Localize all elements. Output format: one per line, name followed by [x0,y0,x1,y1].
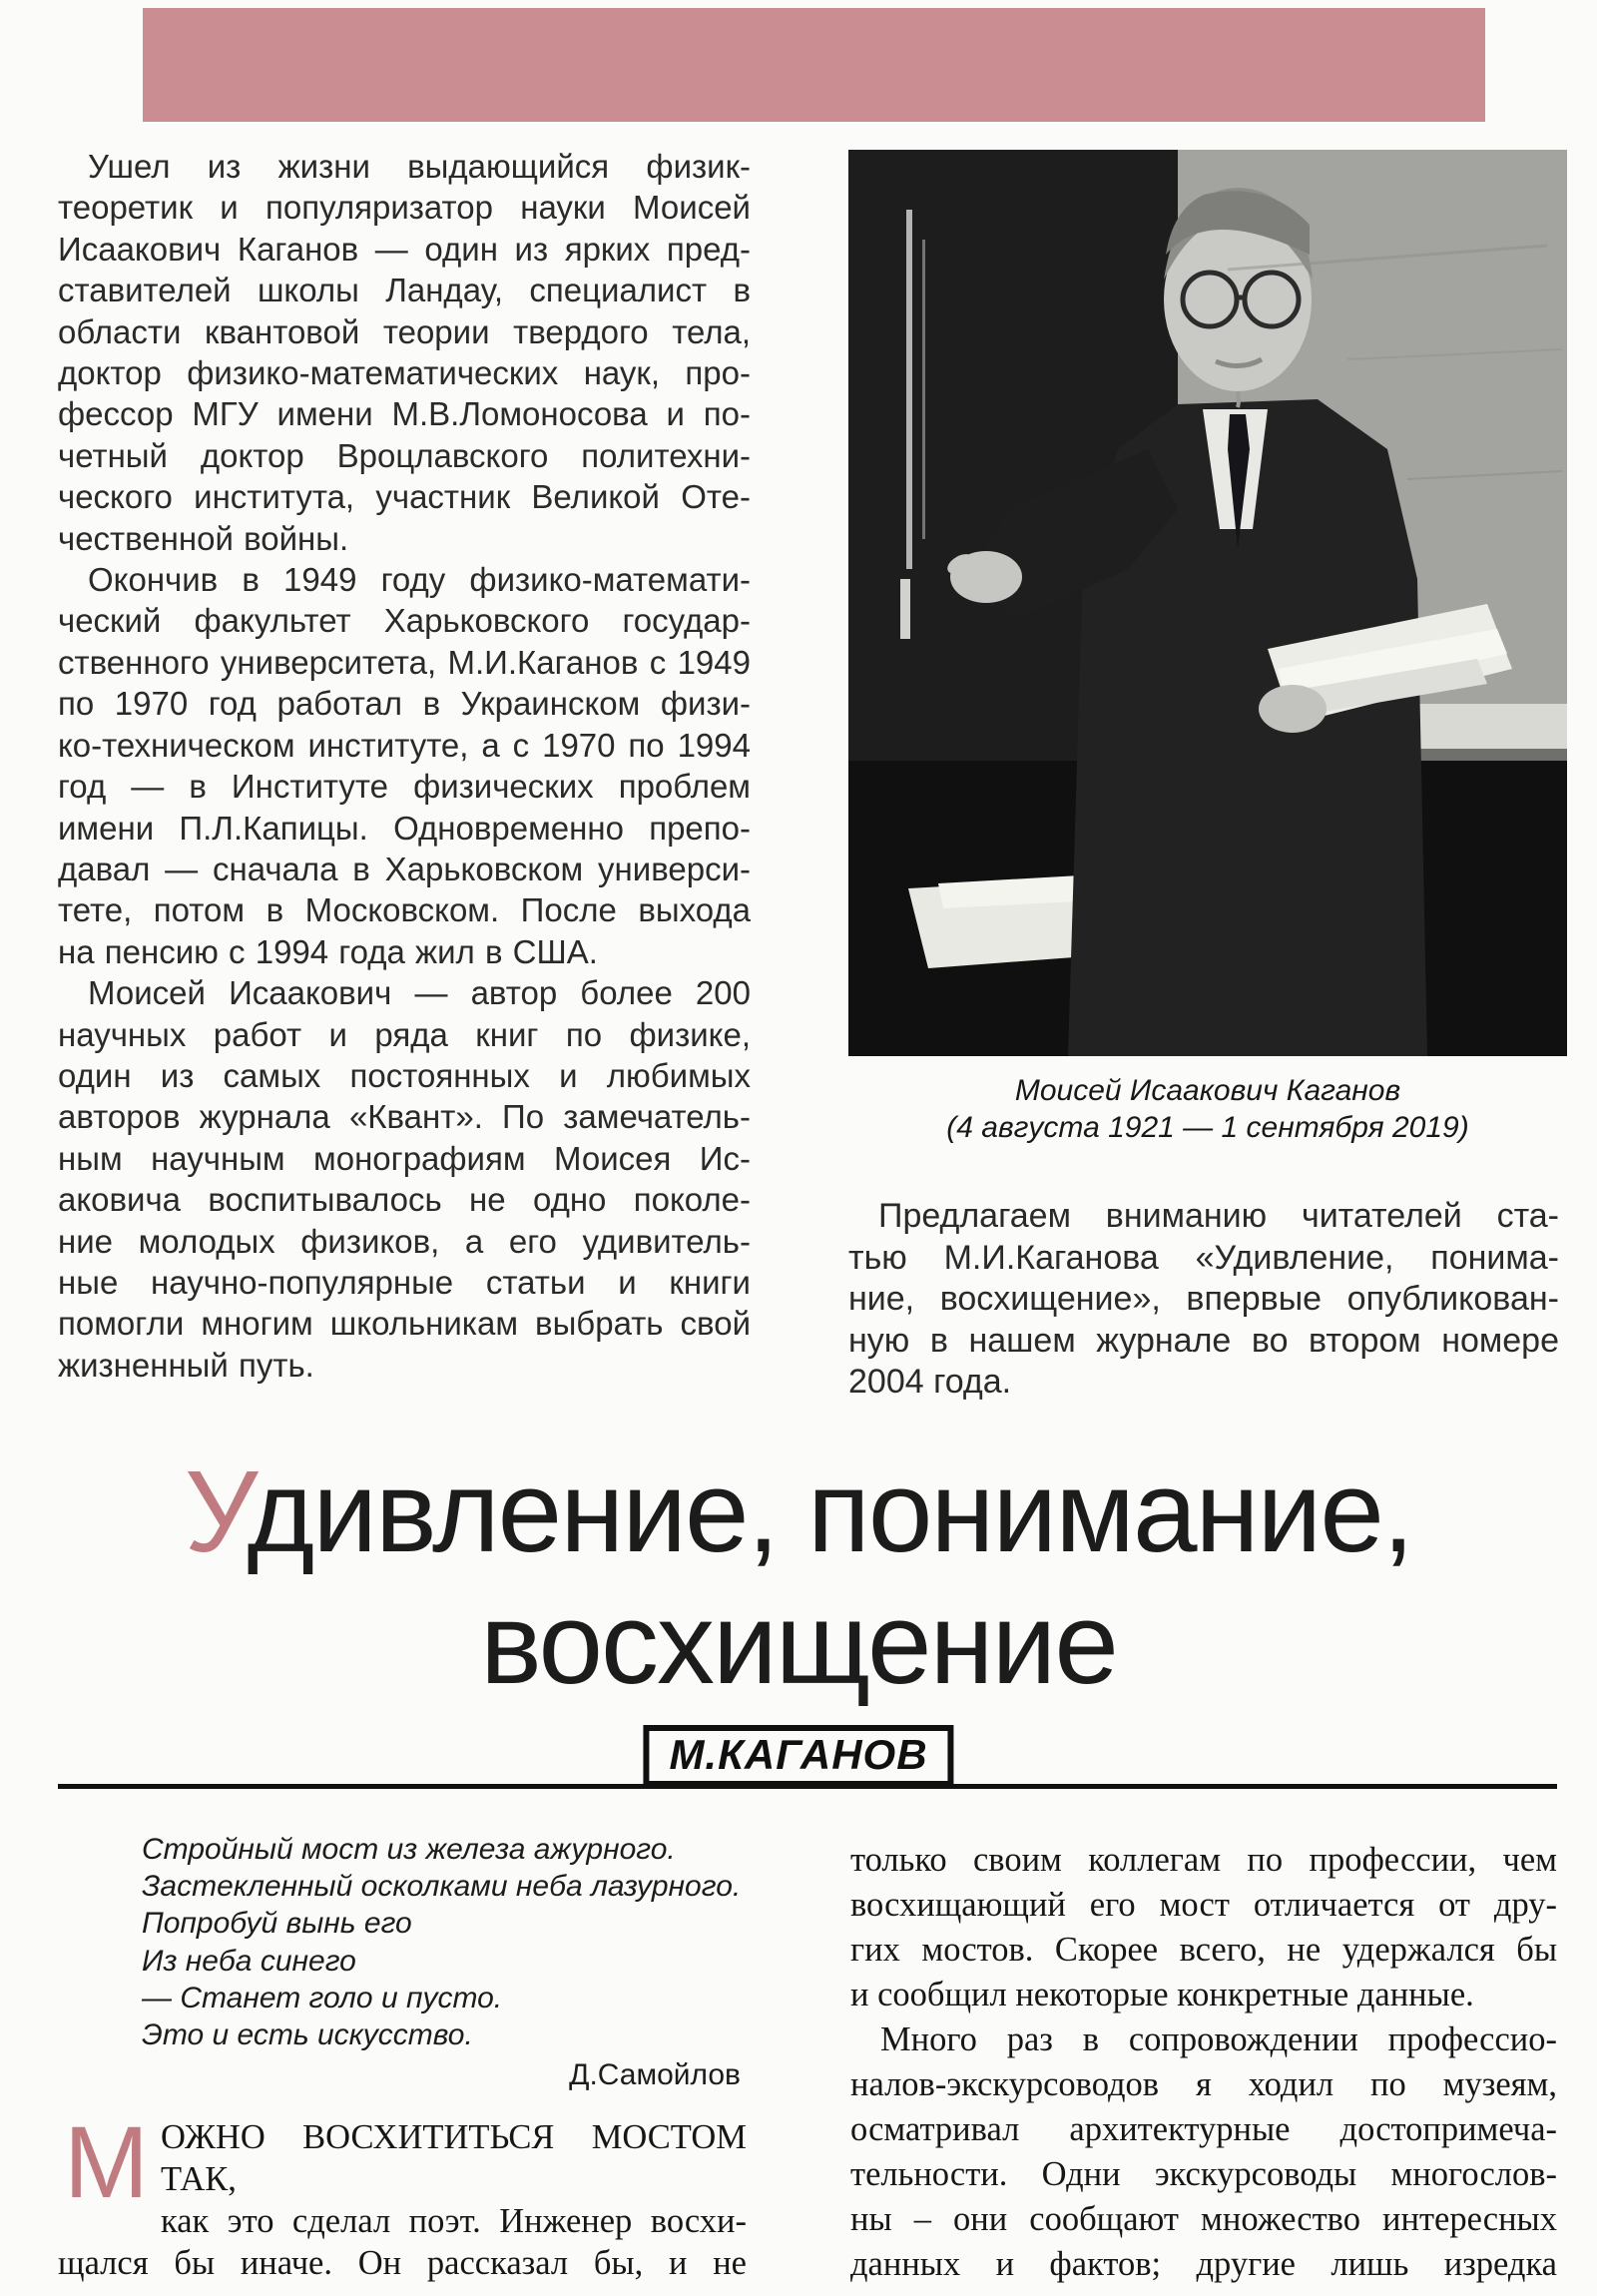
text-line: имени П.Л.Капицы. Одновременно препо- [58,809,751,847]
text-line: ческий факультет Харьковского государ- [58,602,751,640]
text-line: теоретик и популяризатор науки Моисей [58,189,751,227]
poem-line: Застекленный осколками неба лазурного. [142,1870,742,1904]
text-line: фессор МГУ имени М.В.Ломоносова и по- [58,395,751,433]
text-line: научных работ и ряда книг по физике, [58,1015,751,1053]
article-title [0,1445,1597,1709]
text-line: осматривал архитектурные достопримеча- [850,2110,1557,2148]
text-line: ственного университета, М.И.Каганов с 1949 [58,643,751,681]
text-line: области квантовой теории твердого тела, [58,312,751,350]
text-line: щался бы иначе. Он рассказал бы, и не [58,2244,747,2282]
poem-line: Это и есть искусство. [142,2018,473,2052]
article-left-column [58,2105,747,2284]
header-color-bar [143,8,1485,122]
text-line: Предлагаем вниманию читателей ста- [878,1197,1559,1235]
text-line: по 1970 год работал в Украинском физи- [58,685,751,723]
article-title-initial: У [184,1446,248,1576]
text-line: ны – они сообщают множество интересных [850,2200,1557,2238]
poem-line: Попробуй вынь его [142,1907,412,1941]
text-line: ческого института, участник Великой Оте- [58,478,751,516]
text-line: ным научным монографиям Моисея Ис- [58,1139,751,1177]
text-line: 2004 года. [848,1363,1012,1401]
text-line: Ушел из жизни выдающийся физик- [88,148,751,185]
text-line: налов-экскурсоводов я ходил по музеям, [850,2065,1557,2103]
text-line: Много раз в сопровождении профессио- [880,2020,1557,2058]
text-line: гих мостов. Скорее всего, не удержался бы [850,1931,1557,1969]
article-right-column [850,1838,1557,2287]
text-line: авторов журнала «Квант». По замечатель- [58,1098,751,1136]
article-title-line1-rest: дивление, понимание, [247,1446,1413,1576]
text-line: ние, восхищение», впервые опубликован- [848,1280,1559,1318]
photo-caption [848,1072,1567,1146]
text-line: ную в нашем журнале во втором номере [848,1321,1559,1360]
text-line: аковича воспитывалось не одно поколе- [58,1181,751,1219]
editorial-note [848,1196,1559,1404]
text-line: ние молодых физиков, а его удивитель- [58,1222,751,1260]
text-line: восхищающий его мост отличается от дру- [850,1886,1557,1924]
text-line: помогли многим школьникам выбрать свой [58,1305,751,1343]
poem-attribution: Д.Самойлов [569,2058,741,2091]
text-line: и сообщил некоторые конкретные данные. [850,1976,1474,2013]
poem-line: — Станет голо и пусто. [142,1981,503,2014]
text-line: тете, потом в Московском. После выхода [58,891,751,929]
photo-caption-dates: (4 августа 1921 — 1 сентября 2019) [946,1111,1469,1144]
text-line: жизненный путь. [58,1346,314,1384]
text-line: тью М.И.Каганова «Удивление, понима- [848,1238,1559,1277]
text-line: ко-техническом институте, а с 1970 по 1994 [58,726,751,764]
article-left-text [58,2105,747,2284]
text-line: ОЖНО ВОСХИТИТЬСЯ МОСТОМ ТАК, [160,2118,747,2198]
article-title-line2: восхищение [480,1578,1117,1709]
epigraph-poem [142,1831,781,2053]
text-line: четный доктор Вроцлавского политехни- [58,436,751,474]
photo-caption-name: Моисей Исаакович Каганов [1014,1074,1401,1107]
text-line: один из самых постоянных и любимых [58,1056,751,1094]
text-line: Исаакович Каганов — один из ярких пред- [58,230,751,268]
author-box: М.КАГАНОВ [643,1725,953,1787]
portrait-photo [848,150,1567,1056]
text-line: ные научно-популярные статьи и книги [58,1263,751,1301]
article-title-line1 [0,1445,1597,1577]
obituary-intro-column [58,146,751,1386]
text-line: год — в Институте физических проблем [58,768,751,806]
text-line: тельности. Одни экскурсоводы многослов- [850,2155,1557,2193]
text-line: Окончив в 1949 году физико-математи- [88,561,751,599]
text-line: ставителей школы Ландау, специалист в [58,272,751,309]
drop-cap: М [64,2105,149,2219]
text-line: Моисей Исаакович — автор более 200 [88,974,751,1012]
portrait-photo-illustration [848,150,1567,1056]
section-divider-rule [58,1784,1557,1789]
text-line: доктор физико-математических наук, про- [58,354,751,392]
text-line: только своим коллегам по профессии, чем [850,1841,1557,1879]
text-line: давал — сначала в Харьковском универси- [58,850,751,887]
poem-line: Из неба синего [142,1944,356,1978]
text-line: данных и фактов; другие лишь изредка [850,2245,1557,2283]
poem-line: Стройный мост из железа ажурного. [142,1833,676,1866]
text-line: чественной войны. [58,519,349,557]
text-line: на пенсию с 1994 года жил в США. [58,932,598,970]
text-line: как это сделал поэт. Инженер восхи- [160,2202,747,2240]
